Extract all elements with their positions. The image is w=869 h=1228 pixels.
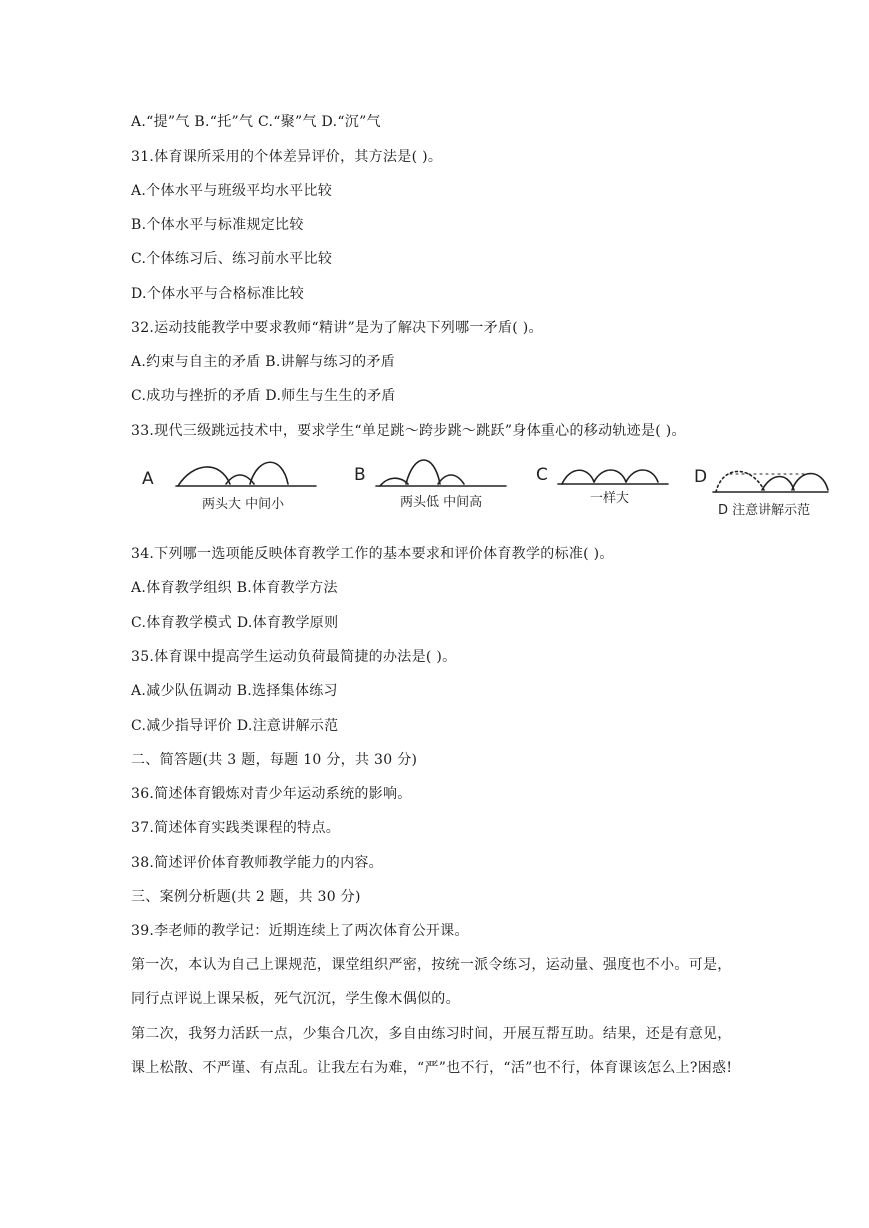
q34-stem: 34.下列哪一选项能反映体育教学工作的基本要求和评价体育教学的标准( )。 (131, 546, 614, 562)
section-2-heading: 二、简答题(共 3 题，每题 10 分，共 30 分) (131, 752, 418, 768)
q37-stem: 37.简述体育实践类课程的特点。 (131, 820, 341, 836)
option-a-label: A (142, 469, 154, 489)
q31-option-d: D.个体水平与合格标准比较 (131, 286, 305, 302)
trajectory-figure (138, 450, 838, 530)
q38-stem: 38.简述评价体育教师教学能力的内容。 (131, 855, 383, 871)
option-b-label: B (354, 465, 366, 485)
q39-stem: 39.李老师的教学记：近期连续上了两次体育公开课。 (131, 923, 469, 939)
option-a-arc-3 (250, 462, 288, 484)
q35-stem: 35.体育课中提高学生运动负荷最简捷的办法是( )。 (131, 649, 457, 665)
option-b-arc-1 (380, 478, 408, 486)
q31-option-c: C.个体练习后、练习前水平比较 (131, 251, 333, 267)
option-d-label: D (694, 467, 708, 487)
q36-stem: 36.简述体育锻炼对青少年运动系统的影响。 (131, 786, 412, 802)
q31-option-a: A.个体水平与班级平均水平比较 (131, 183, 333, 199)
option-d-arc-1 (716, 471, 764, 492)
option-d-arc-3 (792, 474, 828, 491)
option-c-arc-1 (562, 470, 594, 484)
option-a-note: 两头大 中间小 (202, 497, 285, 512)
option-c-note: 一样大 (590, 491, 630, 506)
q35-options-ab: A.减少队伍调动 B.选择集体练习 (131, 683, 338, 699)
option-b-arc-2 (406, 460, 440, 484)
q32-options-cd: C.成功与挫折的矛盾 D.师生与生生的矛盾 (131, 388, 396, 404)
option-d-note: D 注意讲解示范 (718, 503, 811, 518)
q35-options-cd: C.减少指导评价 D.注意讲解示范 (131, 718, 339, 734)
option-c-arc-2 (594, 470, 626, 482)
q31-option-b: B.个体水平与标准规定比较 (131, 217, 304, 233)
section-3-heading: 三、案例分析题(共 2 题，共 30 分) (131, 889, 361, 905)
q33-stem: 33.现代三级跳远技术中，要求学生“单足跳～跨步跳～跳跃”身体重心的移动轨迹是( )。 (131, 423, 686, 439)
q32-stem: 32.运动技能教学中要求教师“精讲”是为了解决下列哪一矛盾( )。 (131, 320, 543, 336)
option-b-note: 两头低 中间高 (400, 495, 483, 510)
q34-options-cd: C.体育教学模式 D.体育教学原则 (131, 615, 339, 631)
q39-paragraph-1: 第一次，本认为自己上课规范，课堂组织严密，按统一派令练习，运动量、强度也不小。可是，同行点评说上课呆板，死气沉沉，学生像木偶似的。 (131, 957, 732, 1007)
q34-options-ab: A.体育教学组织 B.体育教学方法 (131, 580, 338, 596)
option-b-arc-3 (438, 475, 464, 484)
q31-stem: 31.体育课所采用的个体差异评价，其方法是( )。 (131, 149, 443, 165)
trajectory-figure-svg (138, 450, 838, 530)
q39-paragraph-2: 第二次，我努力活跃一点，少集合几次，多自由练习时间，开展互帮互助。结果，还是有意见，课上松散、不严谨、有点乱。让我左右为难，“严”也不行，“活”也不行，体育课该怎么上?困惑! (131, 1026, 733, 1076)
q32-options-ab: A.约束与自主的矛盾 B.讲解与练习的矛盾 (131, 354, 396, 370)
option-a-arc-1 (178, 467, 230, 486)
option-c-arc-3 (626, 470, 658, 482)
option-c-label: C (536, 465, 548, 485)
q30-options: A.“提”气 B.“托”气 C.“聚”气 D.“沉”气 (131, 114, 381, 130)
option-d-arc-2 (762, 477, 794, 491)
